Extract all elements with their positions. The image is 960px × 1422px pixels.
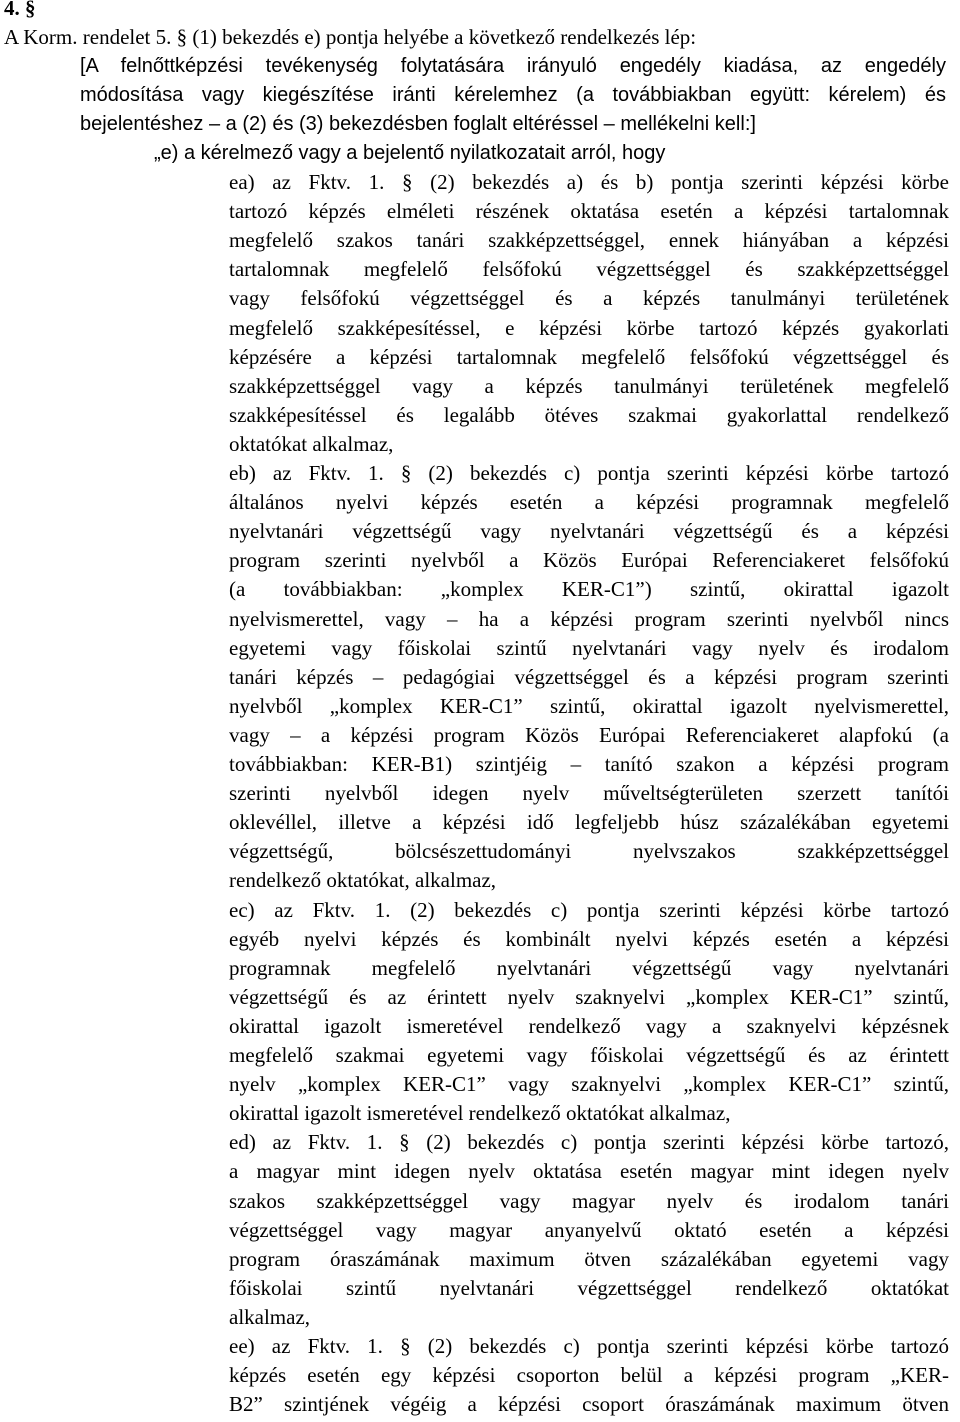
point-eb-line: általános nyelvi képzés esetén a képzési programnak megfelelő	[229, 490, 949, 514]
point-eb-line: vagy – a képzési program Közös Európai Referenciakeret alapfokú (a	[229, 723, 949, 747]
point-eb-line: végzettségű, bölcsészettudományi nyelvszakos szakképzettséggel	[229, 839, 949, 863]
point-eb-line: szerinti nyelvből idegen nyelv műveltségterületen szerzett tanítói	[229, 781, 949, 805]
point-eb-line: nyelvismerettel, vagy – ha a képzési program szerinti nyelvből nincs	[229, 607, 949, 631]
bracket-line: bejelentéshez – a (2) és (3) bekezdésben foglalt eltéréssel – mellékelni kell:]	[80, 113, 756, 135]
point-ec-line: ec) az Fktv. 1. (2) bekezdés c) pontja szerinti képzési körbe tartozó	[229, 898, 949, 922]
point-ec-line: okirattal igazolt ismeretével rendelkező oktatókat alkalmaz,	[229, 1101, 731, 1125]
point-eb-line: nyelvből „komplex KER-C1” szintű, okirattal igazolt nyelvismerettel,	[229, 694, 949, 718]
bracket-line: [A felnőttképzési tevékenység folytatására irányuló engedély kiadása, az engedély	[80, 55, 946, 77]
point-ed-line: főiskolai szintű nyelvtanári végzettséggel rendelkező oktatókat	[229, 1276, 949, 1300]
point-ee-line: képzés esetén egy képzési csoporton belül a képzési program „KER-	[229, 1363, 949, 1387]
point-ec-line: programnak megfelelő nyelvtanári végzettségű vagy nyelvtanári	[229, 956, 949, 980]
point-eb-line: nyelvtanári végzettségű vagy nyelvtanári végzettségű és a képzési	[229, 519, 949, 543]
point-ed-line: ed) az Fktv. 1. § (2) bekezdés c) pontja szerinti képzési körbe tartozó,	[229, 1130, 949, 1154]
point-ed-line: végzettséggel vagy magyar anyanyelvű oktató esetén a képzési	[229, 1218, 949, 1242]
point-ea-line: ea) az Fktv. 1. § (2) bekezdés a) és b) pontja szerinti képzési körbe	[229, 170, 949, 194]
point-ed-line: program óraszámának maximum ötven százalékában egyetemi vagy	[229, 1247, 949, 1271]
point-ea-line: megfelelő szakképesítéssel, e képzési körbe tartozó képzés gyakorlati	[229, 316, 949, 340]
point-eb-line: eb) az Fktv. 1. § (2) bekezdés c) pontja szerinti képzési körbe tartozó	[229, 461, 949, 485]
point-ec-line: okirattal igazolt ismeretével rendelkező vagy a szaknyelvi képzésnek	[229, 1014, 949, 1038]
point-eb-line: program szerinti nyelvből a Közös Európai Referenciakeret felsőfokú	[229, 548, 949, 572]
bracket-line: módosítása vagy kiegészítése iránti kérelemhez (a továbbiakban együtt: kérelem) és	[80, 84, 946, 106]
point-eb-line: tanári képzés – pedagógiai végzettséggel és a képzési program szerinti	[229, 665, 949, 689]
point-ea-line: megfelelő szakos tanári szakképzettséggel, ennek hiányában a képzési	[229, 228, 949, 252]
point-ea-line: tartalomnak megfelelő felsőfokú végzettséggel és szakképzettséggel	[229, 257, 949, 281]
point-ea-line: szakképesítéssel és legalább ötéves szakmai gyakorlattal rendelkező	[229, 403, 949, 427]
point-eb-line: (a továbbiakban: „komplex KER-C1”) szintű, okirattal igazolt	[229, 577, 949, 601]
point-ed-line: alkalmaz,	[229, 1305, 311, 1329]
point-ec-line: egyéb nyelvi képzés és kombinált nyelvi képzés esetén a képzési	[229, 927, 949, 951]
point-ec-line: végzettségű és az érintett nyelv szaknyelvi „komplex KER-C1” szintű,	[229, 985, 949, 1009]
point-eb-line: továbbiakban: KER-B1) szintjéig – tanító szakon a képzési program	[229, 752, 949, 776]
point-ea-line: vagy felsőfokú végzettséggel és a képzés tanulmányi területének	[229, 286, 949, 310]
intro-text: A Korm. rendelet 5. § (1) bekezdés e) pontja helyébe a következő rendelkezés lép:	[4, 25, 697, 49]
point-ee-line: B2” szintjének végéig a képzési csoport óraszámának maximum ötven	[229, 1392, 949, 1416]
point-ed-line: szakos szakképzettséggel vagy magyar nyelv és irodalom tanári	[229, 1189, 949, 1213]
point-ec-line: megfelelő szakmai egyetemi vagy főiskolai végzettségű és az érintett	[229, 1043, 949, 1067]
point-eb-line: egyetemi vagy főiskolai szintű nyelvtanári vagy nyelv és irodalom	[229, 636, 949, 660]
point-ec-line: nyelv „komplex KER-C1” vagy szaknyelvi „komplex KER-C1” szintű,	[229, 1072, 949, 1096]
point-ea-line: szakképzettséggel vagy a képzés tanulmányi területének megfelelő	[229, 374, 949, 398]
point-ee-line: ee) az Fktv. 1. § (2) bekezdés c) pontja szerinti képzési körbe tartozó	[229, 1334, 949, 1358]
point-eb-line: oklevéllel, illetve a képzési idő legfeljebb húsz százalékában egyetemi	[229, 810, 949, 834]
point-ea-line: képzésére a képzési tartalomnak megfelelő felsőfokú végzettséggel és	[229, 345, 949, 369]
point-ea-line: tartozó képzés elméleti részének oktatása esetén a képzési tartalomnak	[229, 199, 949, 223]
point-eb-line: rendelkező oktatókat, alkalmaz,	[229, 868, 497, 892]
point-ed-line: a magyar mint idegen nyelv oktatása esetén magyar mint idegen nyelv	[229, 1159, 949, 1183]
point-ea-line: oktatókat alkalmaz,	[229, 432, 394, 456]
point-e: „e) a kérelmező vagy a bejelentő nyilatkozatait arról, hogy	[154, 142, 666, 164]
section-number: 4. §	[4, 0, 36, 20]
